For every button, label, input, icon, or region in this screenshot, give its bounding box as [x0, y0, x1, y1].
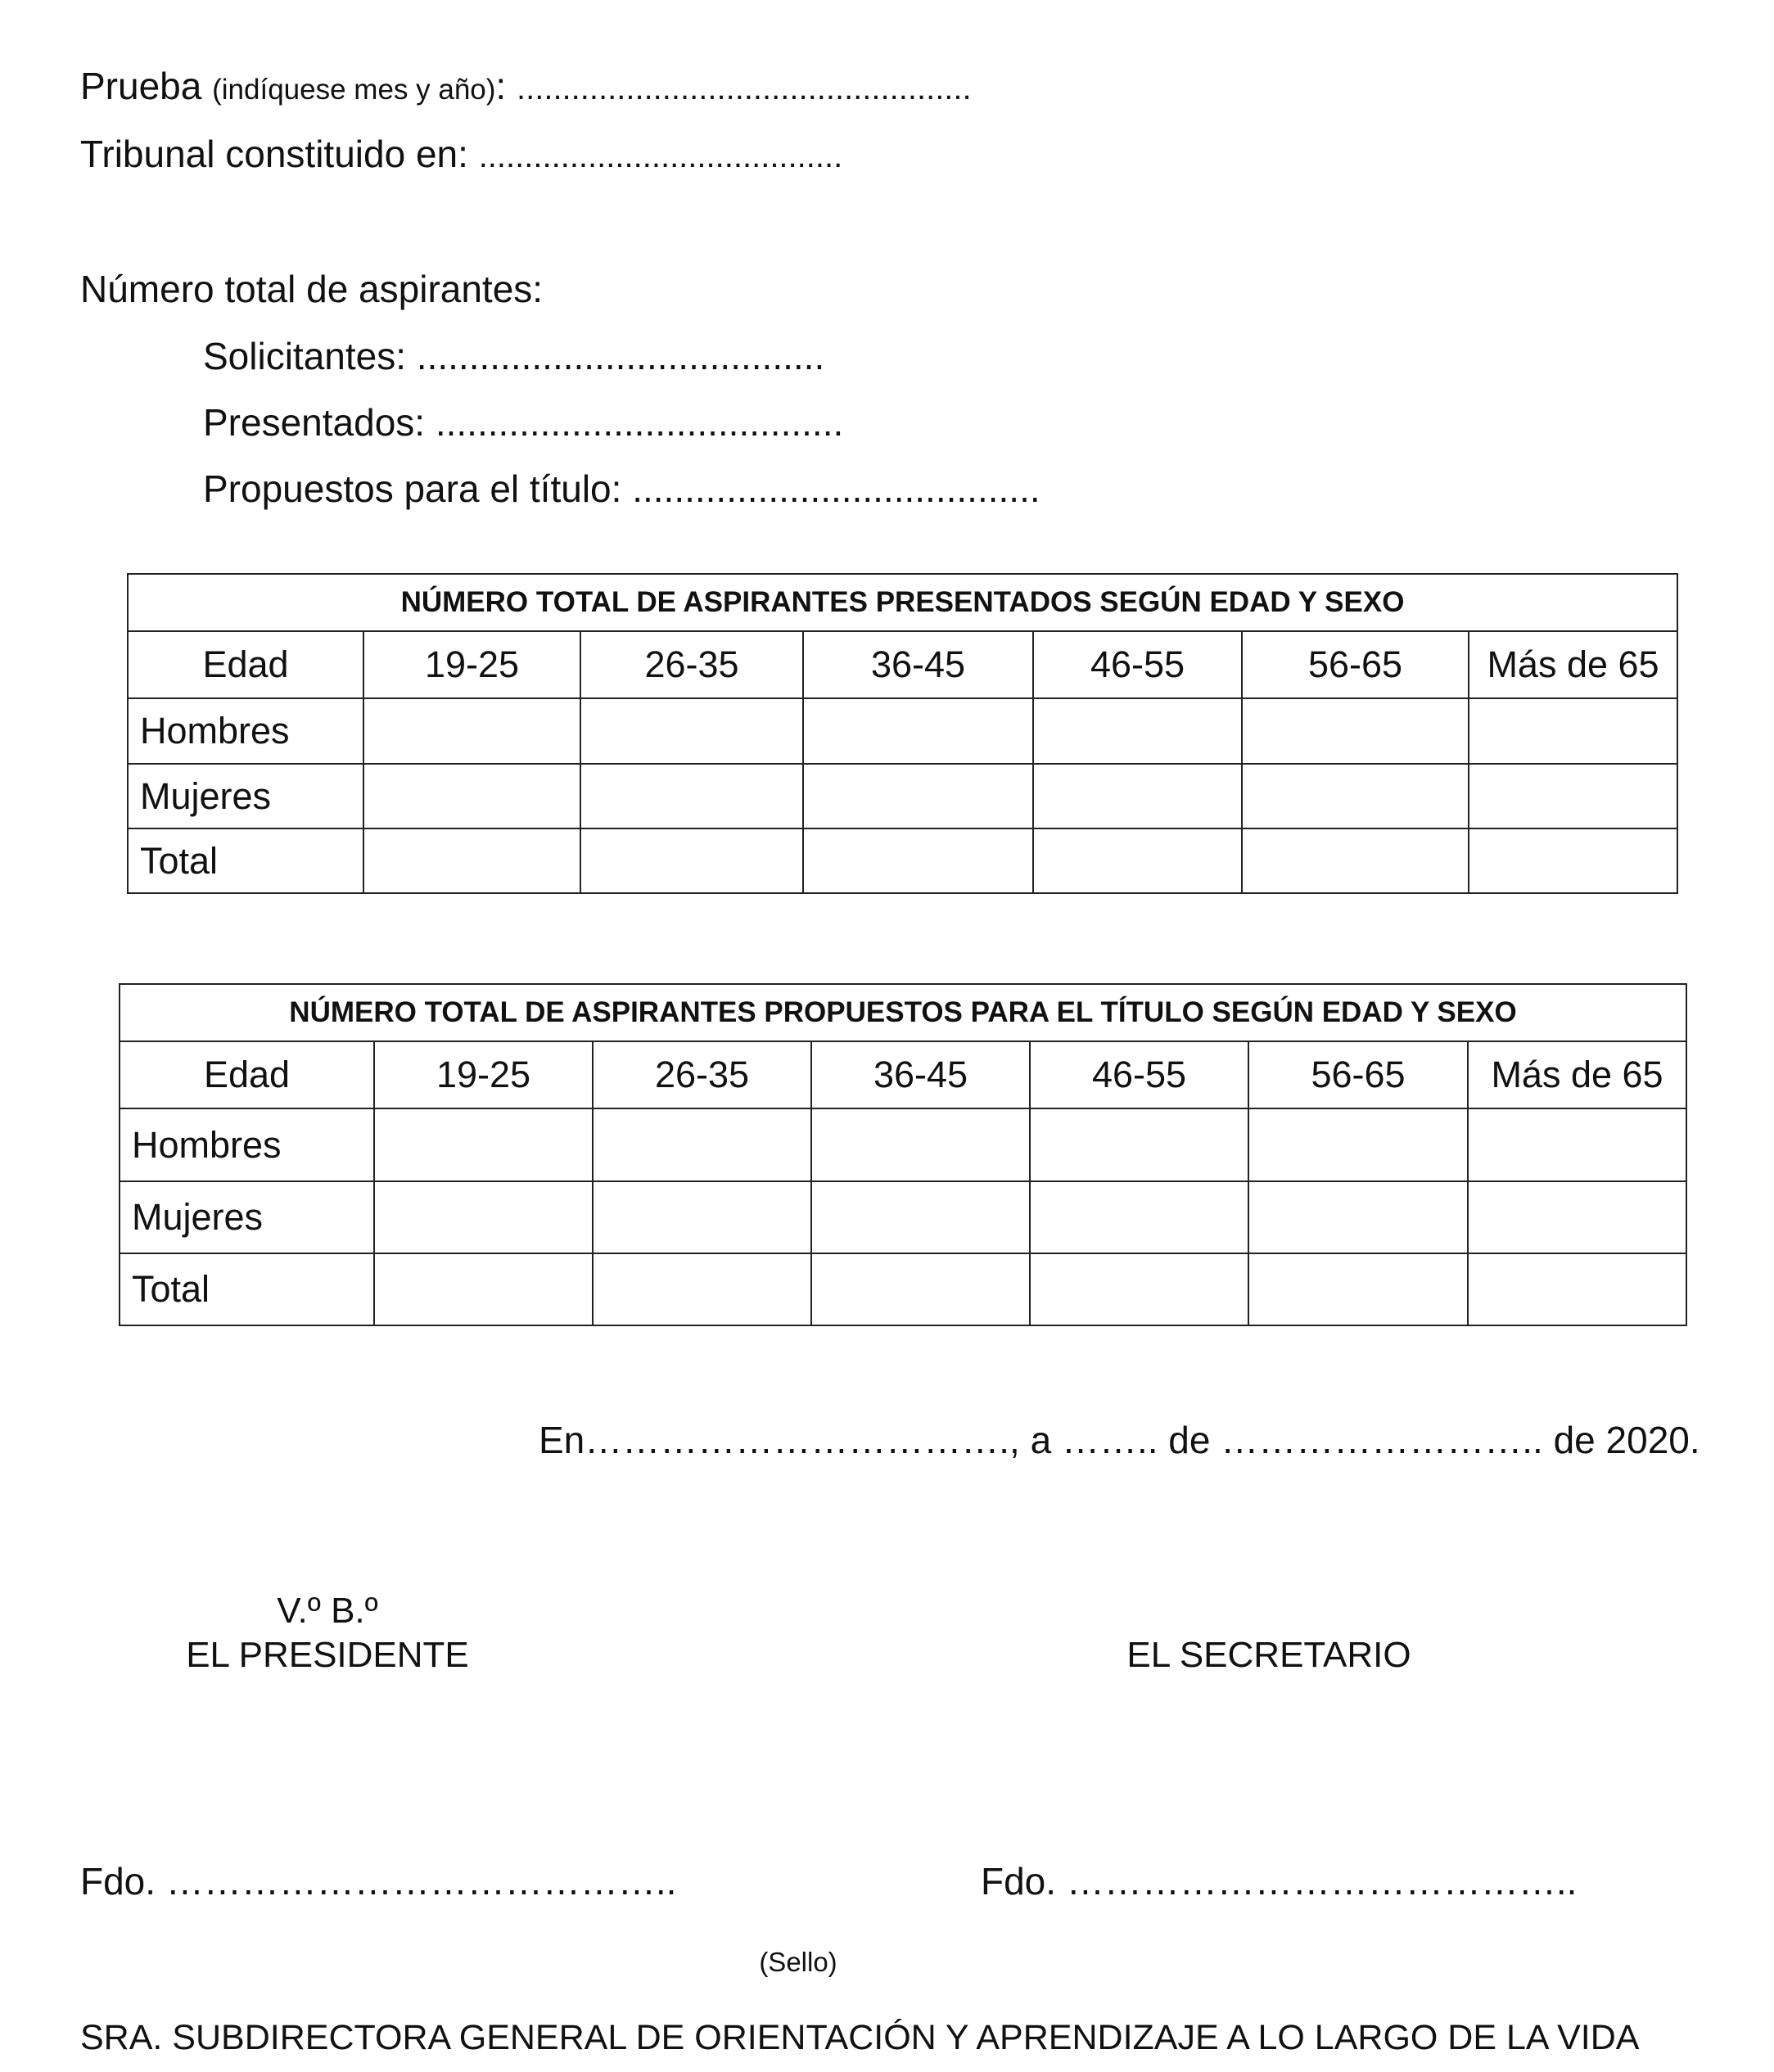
header-cell-19-25: 19-25 — [374, 1041, 593, 1108]
header-cell-mas-de-65: Más de 65 — [1469, 631, 1677, 698]
presentados-line[interactable]: Presentados: ....................................... — [203, 401, 844, 444]
input-cell[interactable] — [363, 828, 580, 893]
propuestos-header-row — [120, 1041, 1686, 1108]
propuestos-table-caption: NÚMERO TOTAL DE ASPIRANTES PROPUESTOS PARA EL TÍTULO SEGÚN EDAD Y SEXO — [120, 984, 1686, 1041]
input-cell[interactable] — [1468, 1253, 1686, 1325]
input-cell[interactable] — [374, 1181, 593, 1253]
solicitantes-line[interactable]: Solicitantes: ....................................... — [203, 335, 825, 377]
table-row — [128, 764, 1677, 828]
input-cell[interactable] — [1030, 1108, 1248, 1181]
prueba-label: Prueba — [80, 65, 202, 107]
row-label-hombres: Hombres — [120, 1108, 374, 1181]
tribunal-line — [80, 135, 842, 173]
presentados-header-row — [128, 631, 1677, 698]
visto-bueno: V.º B.º — [277, 1591, 378, 1631]
input-cell[interactable] — [1468, 1181, 1686, 1253]
prueba-note: (indíquese mes y año) — [212, 74, 496, 106]
header-cell-edad: Edad — [120, 1041, 374, 1108]
secretario-label: EL SECRETARIO — [1126, 1635, 1411, 1675]
header-cell-36-45: 36-45 — [803, 631, 1033, 698]
input-cell[interactable] — [580, 828, 803, 893]
input-cell[interactable] — [803, 764, 1033, 828]
table-row — [120, 1108, 1686, 1181]
table-row — [128, 698, 1677, 764]
row-label-total: Total — [120, 1253, 374, 1325]
header-cell-mas-de-65: Más de 65 — [1468, 1041, 1686, 1108]
input-cell[interactable] — [1033, 698, 1242, 764]
input-cell[interactable] — [1242, 828, 1469, 893]
propuestos-line[interactable]: Propuestos para el título: ....................................... — [203, 467, 1040, 510]
header-cell-56-65: 56-65 — [1248, 1041, 1468, 1108]
row-label-mujeres: Mujeres — [120, 1181, 374, 1253]
prueba-dots-field[interactable]: .................................................. — [516, 70, 972, 106]
input-cell[interactable] — [1248, 1108, 1468, 1181]
input-cell[interactable] — [374, 1108, 593, 1181]
propuestos-table — [119, 983, 1687, 1326]
table-row — [128, 828, 1677, 893]
input-cell[interactable] — [811, 1181, 1030, 1253]
header-cell-46-55: 46-55 — [1033, 631, 1242, 698]
input-cell[interactable] — [363, 764, 580, 828]
input-cell[interactable] — [1030, 1253, 1248, 1325]
input-cell[interactable] — [1469, 698, 1677, 764]
prueba-colon: : — [495, 65, 507, 107]
header-cell-56-65: 56-65 — [1242, 631, 1469, 698]
header-cell-46-55: 46-55 — [1030, 1041, 1248, 1108]
header-cell-26-35: 26-35 — [580, 631, 803, 698]
row-label-total: Total — [128, 828, 363, 893]
aspirantes-title: Número total de aspirantes: — [80, 268, 544, 310]
input-cell[interactable] — [1033, 764, 1242, 828]
input-cell[interactable] — [363, 698, 580, 764]
input-cell[interactable] — [1248, 1181, 1468, 1253]
addressee-footer: SRA. SUBDIRECTORA GENERAL DE ORIENTACIÓN Y APRENDIZAJE A LO LARGO DE LA VIDA — [80, 2018, 1640, 2057]
input-cell[interactable] — [811, 1253, 1030, 1325]
tribunal-dots-field[interactable]: ........................................ — [478, 138, 843, 174]
input-cell[interactable] — [593, 1108, 811, 1181]
sello-label: (Sello) — [759, 1947, 837, 1977]
fdo-secretario-line[interactable]: Fdo. ………………………………….. — [981, 1860, 1578, 1903]
row-label-hombres: Hombres — [128, 698, 363, 764]
fecha-line[interactable]: En……………………………., a …….. de …………………….. de 2020. — [539, 1419, 1700, 1461]
presentados-table-caption: NÚMERO TOTAL DE ASPIRANTES PRESENTADOS SEGÚN EDAD Y SEXO — [128, 574, 1677, 631]
tribunal-label: Tribunal constituido en: — [80, 133, 468, 175]
header-cell-36-45: 36-45 — [811, 1041, 1030, 1108]
table-row — [120, 1253, 1686, 1325]
header-cell-19-25: 19-25 — [363, 631, 580, 698]
input-cell[interactable] — [593, 1253, 811, 1325]
input-cell[interactable] — [803, 828, 1033, 893]
input-cell[interactable] — [1242, 698, 1469, 764]
input-cell[interactable] — [593, 1181, 811, 1253]
header-cell-26-35: 26-35 — [593, 1041, 811, 1108]
presentados-table — [127, 573, 1678, 894]
prueba-line — [80, 67, 972, 105]
input-cell[interactable] — [1033, 828, 1242, 893]
input-cell[interactable] — [803, 698, 1033, 764]
header-cell-edad: Edad — [128, 631, 363, 698]
input-cell[interactable] — [580, 764, 803, 828]
row-label-mujeres: Mujeres — [128, 764, 363, 828]
fdo-presidente-line[interactable]: Fdo. ………………………………….. — [80, 1860, 677, 1903]
input-cell[interactable] — [1248, 1253, 1468, 1325]
table-row — [120, 1181, 1686, 1253]
input-cell[interactable] — [1242, 764, 1469, 828]
input-cell[interactable] — [374, 1253, 593, 1325]
input-cell[interactable] — [1030, 1181, 1248, 1253]
input-cell[interactable] — [580, 698, 803, 764]
input-cell[interactable] — [1469, 828, 1677, 893]
input-cell[interactable] — [811, 1108, 1030, 1181]
presidente-label: EL PRESIDENTE — [186, 1635, 469, 1675]
input-cell[interactable] — [1468, 1108, 1686, 1181]
input-cell[interactable] — [1469, 764, 1677, 828]
